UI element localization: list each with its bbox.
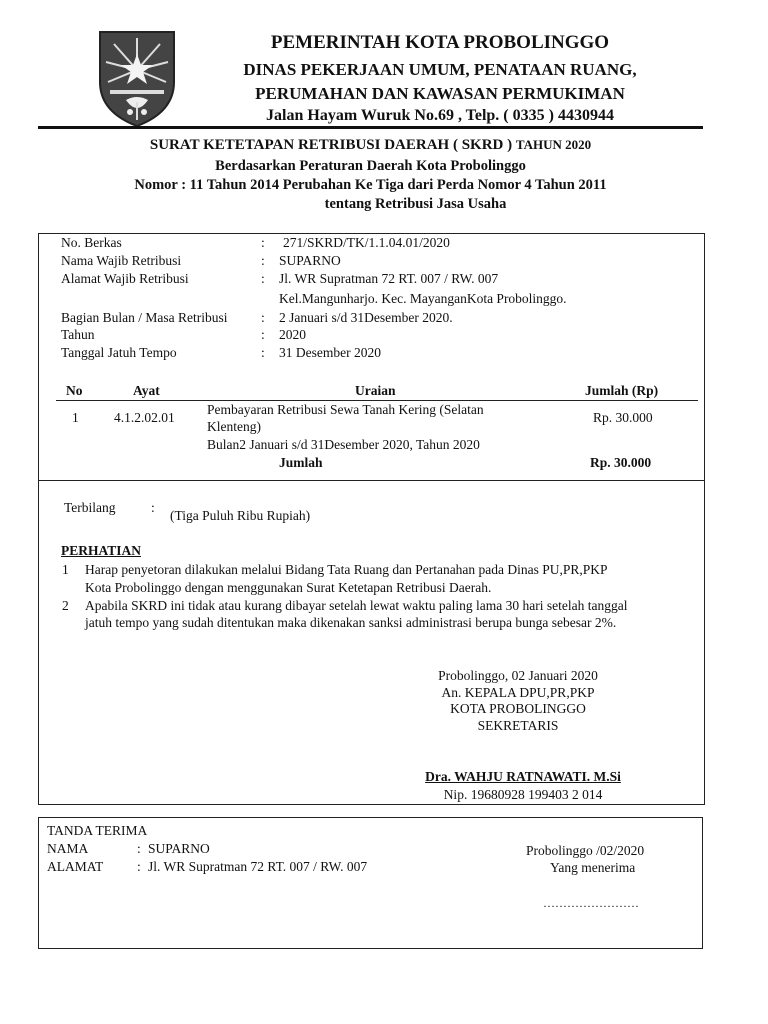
berkas-label: No. Berkas bbox=[61, 235, 122, 250]
row-jumlah: Rp. 30.000 bbox=[593, 410, 653, 425]
row-uraian-line-3: Bulan2 Januari s/d 31Desember 2020, Tahun 2020 bbox=[207, 437, 480, 452]
document-title: SURAT KETETAPAN RETRIBUSI DAERAH ( SKRD ) TAHUN 2020 bbox=[149, 137, 592, 153]
alamat-value-1: Jl. WR Supratman 72 RT. 007 / RW. 007 bbox=[279, 271, 499, 286]
colon: : bbox=[261, 253, 265, 268]
signature-title-2: KOTA PROBOLINGGO bbox=[450, 701, 586, 716]
receipt-alamat-value: Jl. WR Supratman 72 RT. 007 / RW. 007 bbox=[148, 859, 368, 874]
total-label: Jumlah bbox=[279, 455, 323, 470]
note-2-line-1: Apabila SKRD ini tidak atau kurang dibayar setelah lewat waktu paling lama 30 hari setelah tanggal bbox=[85, 598, 628, 613]
receipt-colon: : bbox=[137, 859, 141, 874]
colon: : bbox=[261, 345, 265, 360]
note-2-line-2: jatuh tempo yang sudah ditentukan maka dikenakan sanksi administrasi berupa bunga sebesar 2%. bbox=[85, 615, 617, 630]
title-line-2: Berdasarkan Peraturan Daerah Kota Probolinggo bbox=[215, 158, 526, 174]
table-bottom-divider bbox=[38, 480, 705, 481]
signature-title-1: An. KEPALA DPU,PR,PKP bbox=[441, 685, 595, 700]
alamat-value-2: Kel.Mangunharjo. Kec. MayanganKota Probolinggo. bbox=[279, 291, 567, 306]
terbilang-colon: : bbox=[151, 500, 155, 515]
tempo-value: 31 Desember 2020 bbox=[279, 345, 381, 360]
tempo-label: Tanggal Jatuh Tempo bbox=[61, 345, 177, 360]
signature-place-date: Probolinggo, 02 Januari 2020 bbox=[438, 668, 598, 683]
colon: : bbox=[261, 327, 265, 342]
city-emblem-icon bbox=[96, 30, 178, 128]
table-header-ayat: Ayat bbox=[133, 383, 160, 398]
note-1-number: 1 bbox=[62, 562, 69, 577]
letterhead-divider bbox=[38, 126, 703, 129]
colon: : bbox=[261, 235, 265, 250]
nama-value: SUPARNO bbox=[279, 253, 341, 268]
title-line-4: tentang Retribusi Jasa Usaha bbox=[324, 196, 507, 212]
receipt-title: TANDA TERIMA bbox=[47, 823, 148, 838]
receipt-colon: : bbox=[137, 841, 141, 856]
row-uraian-line-1: Pembayaran Retribusi Sewa Tanah Kering (Selatan bbox=[207, 402, 484, 417]
colon: : bbox=[261, 310, 265, 325]
signatory-name: Dra. WAHJU RATNAWATI. M.Si bbox=[425, 769, 621, 784]
note-1-line-2: Kota Probolinggo dengan menggunakan Surat Ketetapan Retribusi Daerah. bbox=[85, 580, 492, 595]
letterhead-line-1: PEMERINTAH KOTA PROBOLINGGO bbox=[270, 32, 610, 53]
row-ayat: 4.1.2.02.01 bbox=[114, 410, 175, 425]
receipt-receiver-label: Yang menerima bbox=[550, 860, 636, 875]
letterhead-address: Jalan Hayam Wuruk No.69 , Telp. ( 0335 ) 4430944 bbox=[266, 107, 614, 124]
terbilang-label: Terbilang bbox=[64, 500, 116, 515]
receipt-place-date: Probolinggo /02/2020 bbox=[526, 843, 645, 858]
note-2-number: 2 bbox=[62, 598, 69, 613]
receipt-nama-value: SUPARNO bbox=[148, 841, 210, 856]
table-header-jumlah: Jumlah (Rp) bbox=[585, 383, 659, 398]
tahun-value: 2020 bbox=[279, 327, 306, 342]
signature-title-3: SEKRETARIS bbox=[477, 718, 559, 733]
table-header-no: No bbox=[66, 383, 83, 398]
colon: : bbox=[261, 271, 265, 286]
receipt-alamat-label: ALAMAT bbox=[47, 859, 104, 874]
table-header-divider bbox=[56, 400, 698, 401]
receipt-signature-line: …………………… bbox=[543, 896, 639, 910]
masa-label: Bagian Bulan / Masa Retribusi bbox=[61, 310, 228, 325]
terbilang-value: (Tiga Puluh Ribu Rupiah) bbox=[170, 508, 311, 523]
row-no: 1 bbox=[72, 410, 79, 425]
signatory-nip: Nip. 19680928 199403 2 014 bbox=[443, 787, 603, 802]
letterhead-line-3: PERUMAHAN DAN KAWASAN PERMUKIMAN bbox=[255, 84, 625, 103]
title-line-3: Nomor : 11 Tahun 2014 Perubahan Ke Tiga dari Perda Nomor 4 Tahun 2011 bbox=[134, 177, 607, 193]
letterhead-line-2: DINAS PEKERJAAN UMUM, PENATAAN RUANG, bbox=[243, 60, 637, 79]
total-value: Rp. 30.000 bbox=[590, 455, 652, 470]
masa-value: 2 Januari s/d 31Desember 2020. bbox=[279, 310, 453, 325]
note-1-line-1: Harap penyetoran dilakukan melalui Bidang Tata Ruang dan Pertanahan pada Dinas PU,PR,PKP bbox=[85, 562, 608, 577]
nama-label: Nama Wajib Retribusi bbox=[61, 253, 182, 268]
berkas-value: 271/SKRD/TK/1.1.04.01/2020 bbox=[283, 235, 450, 250]
alamat-label: Alamat Wajib Retribusi bbox=[61, 271, 189, 286]
row-uraian-line-2: Klenteng) bbox=[207, 419, 261, 434]
tahun-label: Tahun bbox=[61, 327, 95, 342]
perhatian-heading: PERHATIAN bbox=[61, 543, 142, 558]
receipt-nama-label: NAMA bbox=[47, 841, 89, 856]
table-header-uraian: Uraian bbox=[355, 383, 396, 398]
